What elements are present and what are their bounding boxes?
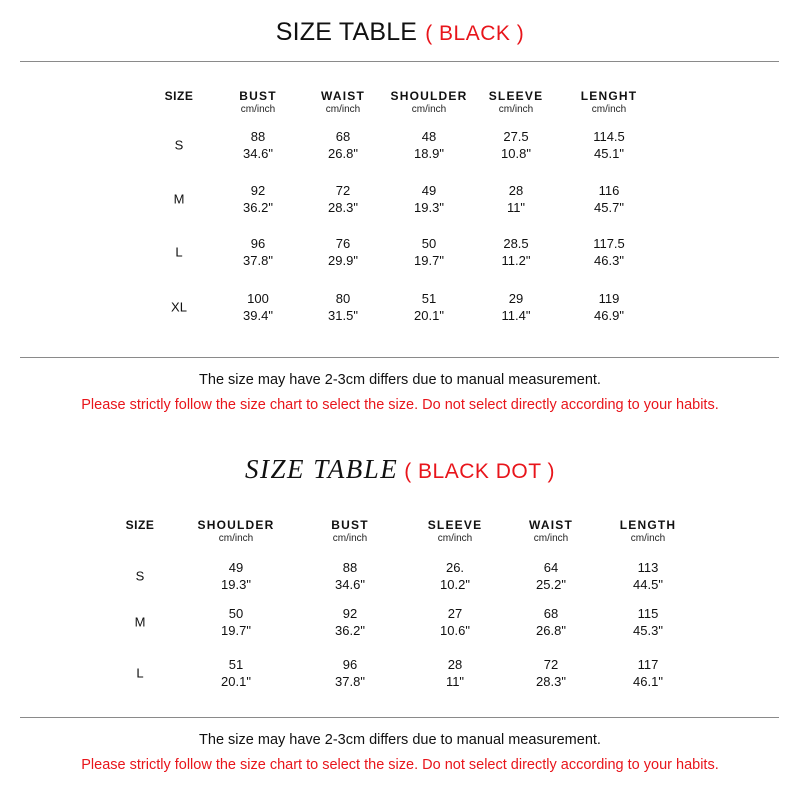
table2-table-cell — [536, 559, 566, 593]
column-header-name: SLEEVE — [488, 89, 544, 103]
table1-row-size-label: L — [175, 244, 183, 260]
table2-row-size-label: L — [136, 665, 144, 681]
table1-table-cell — [328, 182, 358, 216]
table2-title-text: SIZE TABLE — [244, 454, 399, 484]
table1-table-cell — [593, 128, 625, 162]
cell-cm-value: 68 — [543, 606, 559, 621]
cell-cm-value: 88 — [342, 560, 358, 575]
cell-inch-value: 31.5" — [328, 308, 358, 323]
table2-size-warning: Please strictly follow the size chart to select the size. Do not select directly according to your habits. — [81, 757, 719, 773]
table1-column-header-bust — [239, 89, 276, 116]
cell-cm-value: 76 — [335, 236, 351, 251]
cell-inch-value: 45.3" — [633, 623, 663, 638]
cell-inch-value: 11" — [506, 200, 526, 215]
cell-cm-value: 92 — [342, 606, 358, 621]
table1-column-header-sleeve — [489, 89, 544, 116]
cell-inch-value: 25.2" — [536, 577, 566, 592]
column-header-name: WAIST — [321, 89, 365, 103]
table2-table-cell — [446, 656, 464, 690]
cell-cm-value: 68 — [335, 129, 351, 144]
table2-table-cell — [221, 605, 251, 639]
table2-measurement-note: The size may have 2-3cm differs due to manual measurement. — [199, 732, 601, 748]
table2-table-cell — [221, 559, 251, 593]
column-header-name: BUST — [239, 89, 277, 103]
table1-table-cell — [502, 235, 531, 269]
table2-title-variant: ( BLACK DOT ) — [404, 460, 556, 483]
table1-table-cell — [414, 290, 444, 324]
cell-cm-value: 49 — [421, 183, 437, 198]
cell-inch-value: 28.3" — [328, 200, 358, 215]
cell-cm-value: 28 — [447, 657, 463, 672]
column-header-name: WAIST — [529, 518, 573, 532]
cell-inch-value: 46.1" — [633, 674, 663, 689]
cell-cm-value: 27 — [447, 606, 463, 621]
table2-table-cell — [633, 656, 663, 690]
table1-title — [0, 14, 800, 50]
cell-inch-value: 10.2" — [440, 577, 470, 592]
cell-inch-value: 28.3" — [536, 674, 566, 689]
table2-column-header-sleeve — [428, 518, 483, 545]
cell-inch-value: 10.8" — [501, 146, 531, 161]
table2-title — [0, 451, 800, 487]
cell-cm-value: 72 — [335, 183, 351, 198]
table2-table-cell — [633, 559, 663, 593]
column-header-unit: cm/inch — [630, 533, 666, 544]
cell-cm-value: 28.5 — [503, 236, 529, 251]
table1-table-cell — [501, 128, 531, 162]
column-header-name: LENGHT — [580, 89, 638, 103]
table1-table-cell — [243, 182, 273, 216]
column-header-name: BUST — [331, 518, 369, 532]
cell-inch-value: 19.7" — [414, 253, 444, 268]
table2-table-cell — [335, 656, 365, 690]
cell-cm-value: 48 — [421, 129, 437, 144]
table1-row-size-label: M — [173, 191, 185, 207]
table1-size-header: SIZE — [164, 89, 194, 103]
cell-inch-value: 19.3" — [414, 200, 444, 215]
cell-inch-value: 45.1" — [594, 146, 624, 161]
table2-column-header-length — [620, 518, 677, 545]
table2-table-cell — [440, 559, 470, 593]
table2-row-size-label: M — [134, 614, 146, 630]
cell-inch-value: 11.4" — [501, 308, 531, 323]
table1-column-header-shoulder — [391, 89, 468, 116]
table2-bottom-divider — [20, 717, 779, 718]
column-header-unit: cm/inch — [591, 104, 627, 115]
cell-cm-value: 114.5 — [593, 129, 625, 144]
cell-inch-value: 19.7" — [221, 623, 251, 638]
table1-size-warning: Please strictly follow the size chart to select the size. Do not select directly according to your habits. — [81, 397, 719, 413]
cell-cm-value: 100 — [247, 291, 269, 306]
table2-table-cell — [633, 605, 663, 639]
table2-column-header-shoulder — [198, 518, 275, 545]
cell-cm-value: 88 — [250, 129, 266, 144]
cell-cm-value: 116 — [598, 183, 620, 198]
table1-table-cell — [594, 290, 624, 324]
cell-cm-value: 96 — [342, 657, 358, 672]
cell-inch-value: 26.8" — [536, 623, 566, 638]
table1-table-cell — [328, 290, 358, 324]
cell-inch-value: 46.9" — [594, 308, 624, 323]
table1-table-cell — [594, 182, 624, 216]
column-header-name: LENGTH — [619, 518, 677, 532]
table2-table-cell — [335, 605, 365, 639]
cell-cm-value: 119 — [598, 291, 620, 306]
cell-inch-value: 37.8" — [335, 674, 365, 689]
cell-cm-value: 51 — [421, 291, 437, 306]
column-header-unit: cm/inch — [218, 533, 254, 544]
cell-inch-value: 18.9" — [414, 146, 444, 161]
table1-table-cell — [502, 290, 531, 324]
table2-table-cell — [335, 559, 365, 593]
cell-inch-value: 10.6" — [440, 623, 470, 638]
cell-inch-value: 37.8" — [243, 253, 273, 268]
table1-table-cell — [414, 128, 444, 162]
table1-table-cell — [243, 290, 273, 324]
table1-table-cell — [593, 235, 625, 269]
table2-table-cell — [536, 656, 566, 690]
table1-column-header-lenght — [581, 89, 638, 116]
table2-table-cell — [221, 656, 251, 690]
cell-cm-value: 96 — [250, 236, 266, 251]
cell-cm-value: 92 — [250, 183, 266, 198]
table2-size-header: SIZE — [125, 518, 155, 532]
cell-inch-value: 34.6" — [335, 577, 365, 592]
cell-cm-value: 27.5 — [503, 129, 529, 144]
table2-column-header-bust — [331, 518, 368, 545]
column-header-unit: cm/inch — [498, 104, 534, 115]
cell-cm-value: 115 — [637, 606, 659, 621]
table1-table-cell — [328, 235, 358, 269]
cell-cm-value: 28 — [508, 183, 524, 198]
column-header-unit: cm/inch — [533, 533, 569, 544]
cell-cm-value: 50 — [228, 606, 244, 621]
cell-inch-value: 11.2" — [501, 253, 531, 268]
column-header-name: SHOULDER — [197, 518, 275, 532]
table1-table-cell — [243, 128, 273, 162]
cell-inch-value: 39.4" — [243, 308, 273, 323]
table1-column-header-waist — [321, 89, 365, 116]
cell-cm-value: 64 — [543, 560, 559, 575]
cell-cm-value: 50 — [421, 236, 437, 251]
column-header-unit: cm/inch — [325, 104, 361, 115]
table1-table-cell — [414, 235, 444, 269]
cell-inch-value: 20.1" — [414, 308, 444, 323]
table1-table-cell — [414, 182, 444, 216]
column-header-name: SLEEVE — [427, 518, 483, 532]
table1-top-divider — [20, 61, 779, 62]
column-header-unit: cm/inch — [240, 104, 276, 115]
cell-cm-value: 80 — [335, 291, 351, 306]
table1-table-cell — [328, 128, 358, 162]
cell-cm-value: 72 — [543, 657, 559, 672]
cell-cm-value: 113 — [637, 560, 659, 575]
cell-inch-value: 26.8" — [328, 146, 358, 161]
table2-table-cell — [440, 605, 470, 639]
cell-cm-value: 51 — [228, 657, 244, 672]
cell-inch-value: 46.3" — [594, 253, 624, 268]
table2-column-header-waist — [529, 518, 573, 545]
table1-measurement-note: The size may have 2-3cm differs due to manual measurement. — [199, 372, 601, 388]
table2-row-size-label: S — [135, 568, 145, 584]
cell-inch-value: 44.5" — [633, 577, 663, 592]
cell-cm-value: 29 — [508, 291, 524, 306]
cell-inch-value: 29.9" — [328, 253, 358, 268]
cell-inch-value: 36.2" — [243, 200, 273, 215]
cell-cm-value: 117.5 — [593, 236, 625, 251]
cell-inch-value: 45.7" — [594, 200, 624, 215]
column-header-unit: cm/inch — [332, 533, 368, 544]
table1-table-cell — [507, 182, 525, 216]
cell-inch-value: 36.2" — [335, 623, 365, 638]
table1-table-cell — [243, 235, 273, 269]
column-header-unit: cm/inch — [411, 104, 447, 115]
column-header-name: SHOULDER — [390, 89, 468, 103]
table1-bottom-divider — [20, 357, 779, 358]
table1-title-text: SIZE TABLE — [275, 18, 418, 46]
cell-inch-value: 19.3" — [221, 577, 251, 592]
table1-row-size-label: S — [174, 137, 184, 153]
table1-row-size-label: XL — [171, 299, 187, 315]
cell-cm-value: 26. — [445, 560, 465, 575]
cell-inch-value: 20.1" — [221, 674, 251, 689]
cell-inch-value: 34.6" — [243, 146, 273, 161]
cell-inch-value: 11" — [445, 674, 465, 689]
cell-cm-value: 117 — [637, 657, 659, 672]
table1-title-variant: ( BLACK ) — [425, 22, 525, 45]
cell-cm-value: 49 — [228, 560, 244, 575]
column-header-unit: cm/inch — [437, 533, 473, 544]
table2-table-cell — [536, 605, 566, 639]
